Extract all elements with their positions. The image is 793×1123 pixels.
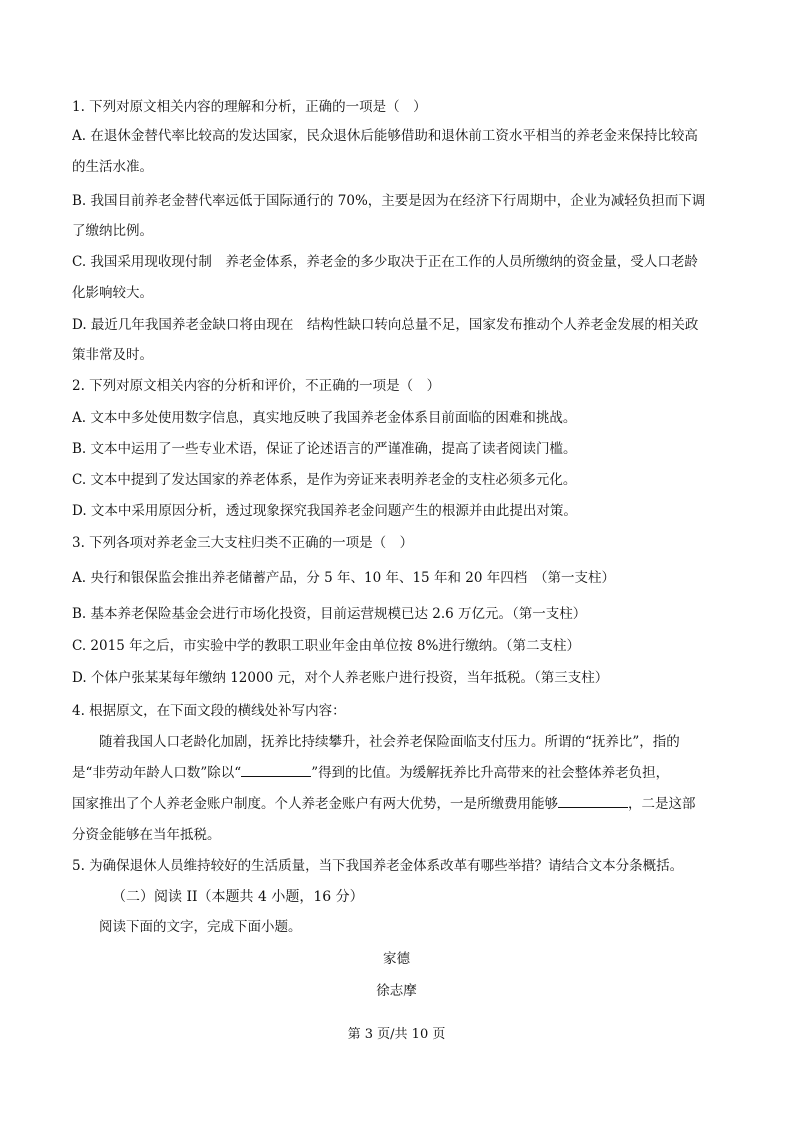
page-number: 第 3 页/共 10 页 xyxy=(347,1027,446,1042)
q3-option-b: B. 基本养老保险基金会进行市场化投资，目前运营规模已达 2.6 万亿元。（第一支柱） xyxy=(72,606,587,622)
q4-passage-line2-b: ”得到的比值。为缓解抚养比升高带来的社会整体养老负担， xyxy=(311,765,670,781)
q4-passage-line2-a: 是“非劳动年龄人口数”除以“ xyxy=(72,765,242,781)
q2-option-c: C. 文本中提到了发达国家的养老体系，是作为旁证来表明养老金的支柱必须多元化。 xyxy=(72,472,577,488)
q1-option-b-line1: B. 我国目前养老金替代率远低于国际通行的 70%，主要是因为在经济下行周期中，企业为减轻负担而下调 xyxy=(72,193,706,209)
q4-passage-line4: 分资金能够在当年抵税。 xyxy=(72,827,221,843)
q5-stem: 5. 为确保退休人员维持较好的生活质量，当下我国养老金体系改革有哪些举措？请结合文本分条概括。 xyxy=(72,858,684,874)
section-instruction: 阅读下面的文字，完成下面小题。 xyxy=(99,919,302,935)
q2-option-b: B. 文本中运用了一些专业术语，保证了论述语言的严谨准确，提高了读者阅读门槛。 xyxy=(72,441,577,457)
q1-option-d-line1: D. 最近几年我国养老金缺口将由现在 结构性缺口转向总量不足，国家发布推动个人养老金发展的相关政 xyxy=(72,317,699,333)
q4-passage-line3 xyxy=(72,795,724,813)
q1-option-a-line1: A. 在退休金替代率比较高的发达国家，民众退休后能够借助和退休前工资水平相当的养老金来保持比较高 xyxy=(72,128,698,144)
q1-stem: 1. 下列对原文相关内容的理解和分析，正确的一项是（ ） xyxy=(72,99,427,115)
q4-blank-2[interactable] xyxy=(558,795,628,808)
q4-passage-line2 xyxy=(72,764,724,782)
q4-stem: 4. 根据原文，在下面文段的横线处补写内容： xyxy=(72,703,346,719)
q3-option-a: A. 央行和银保监会推出养老储蓄产品，分 5 年、10 年、15 年和 20 年四档 （第一支柱） xyxy=(72,570,615,586)
q1-option-b-line2: 了缴纳比例。 xyxy=(72,223,153,239)
q4-blank-1[interactable] xyxy=(241,764,311,777)
q2-stem: 2. 下列对原文相关内容的分析和评价，不正确的一项是（ ） xyxy=(72,378,441,394)
passage-author: 徐志摩 xyxy=(376,983,417,999)
section-heading: （二）阅读 II（本题共 4 小题，16 分） xyxy=(112,889,364,905)
passage-title: 家德 xyxy=(383,951,410,967)
q3-option-d: D. 个体户张某某每年缴纳 12000 元，对个人养老账户进行投资，当年抵税。（第三支柱） xyxy=(72,670,609,686)
q4-passage-line1: 随着我国人口老龄化加剧，抚养比持续攀升，社会养老保险面临支付压力。所谓的“抚养比”，指的 xyxy=(99,734,680,750)
q4-passage-line3-b: ，二是这部 xyxy=(628,796,696,812)
q3-option-c: C. 2015 年之后，市实验中学的教职工职业年金由单位按 8%进行缴纳。（第二支柱） xyxy=(72,638,581,654)
q1-option-a-line2: 的生活水准。 xyxy=(72,159,153,175)
q1-option-d-line2: 策非常及时。 xyxy=(72,347,153,363)
q1-option-c-line1: C. 我国采用现收现付制 养老金体系，养老金的多少取决于正在工作的人员所缴纳的资金量，受人口老龄 xyxy=(72,254,698,270)
q2-option-a: A. 文本中多处使用数字信息，真实地反映了我国养老金体系目前面临的困难和挑战。 xyxy=(72,410,577,426)
q2-option-d: D. 文本中采用原因分析，透过现象探究我国养老金问题产生的根源并由此提出对策。 xyxy=(72,503,577,519)
q4-passage-line3-a: 国家推出了个人养老金账户制度。个人养老金账户有两大优势，一是所缴费用能够 xyxy=(72,796,558,812)
q1-option-c-line2: 化影响较大。 xyxy=(72,285,153,301)
q3-stem: 3. 下列各项对养老金三大支柱归类不正确的一项是（ ） xyxy=(72,535,414,551)
